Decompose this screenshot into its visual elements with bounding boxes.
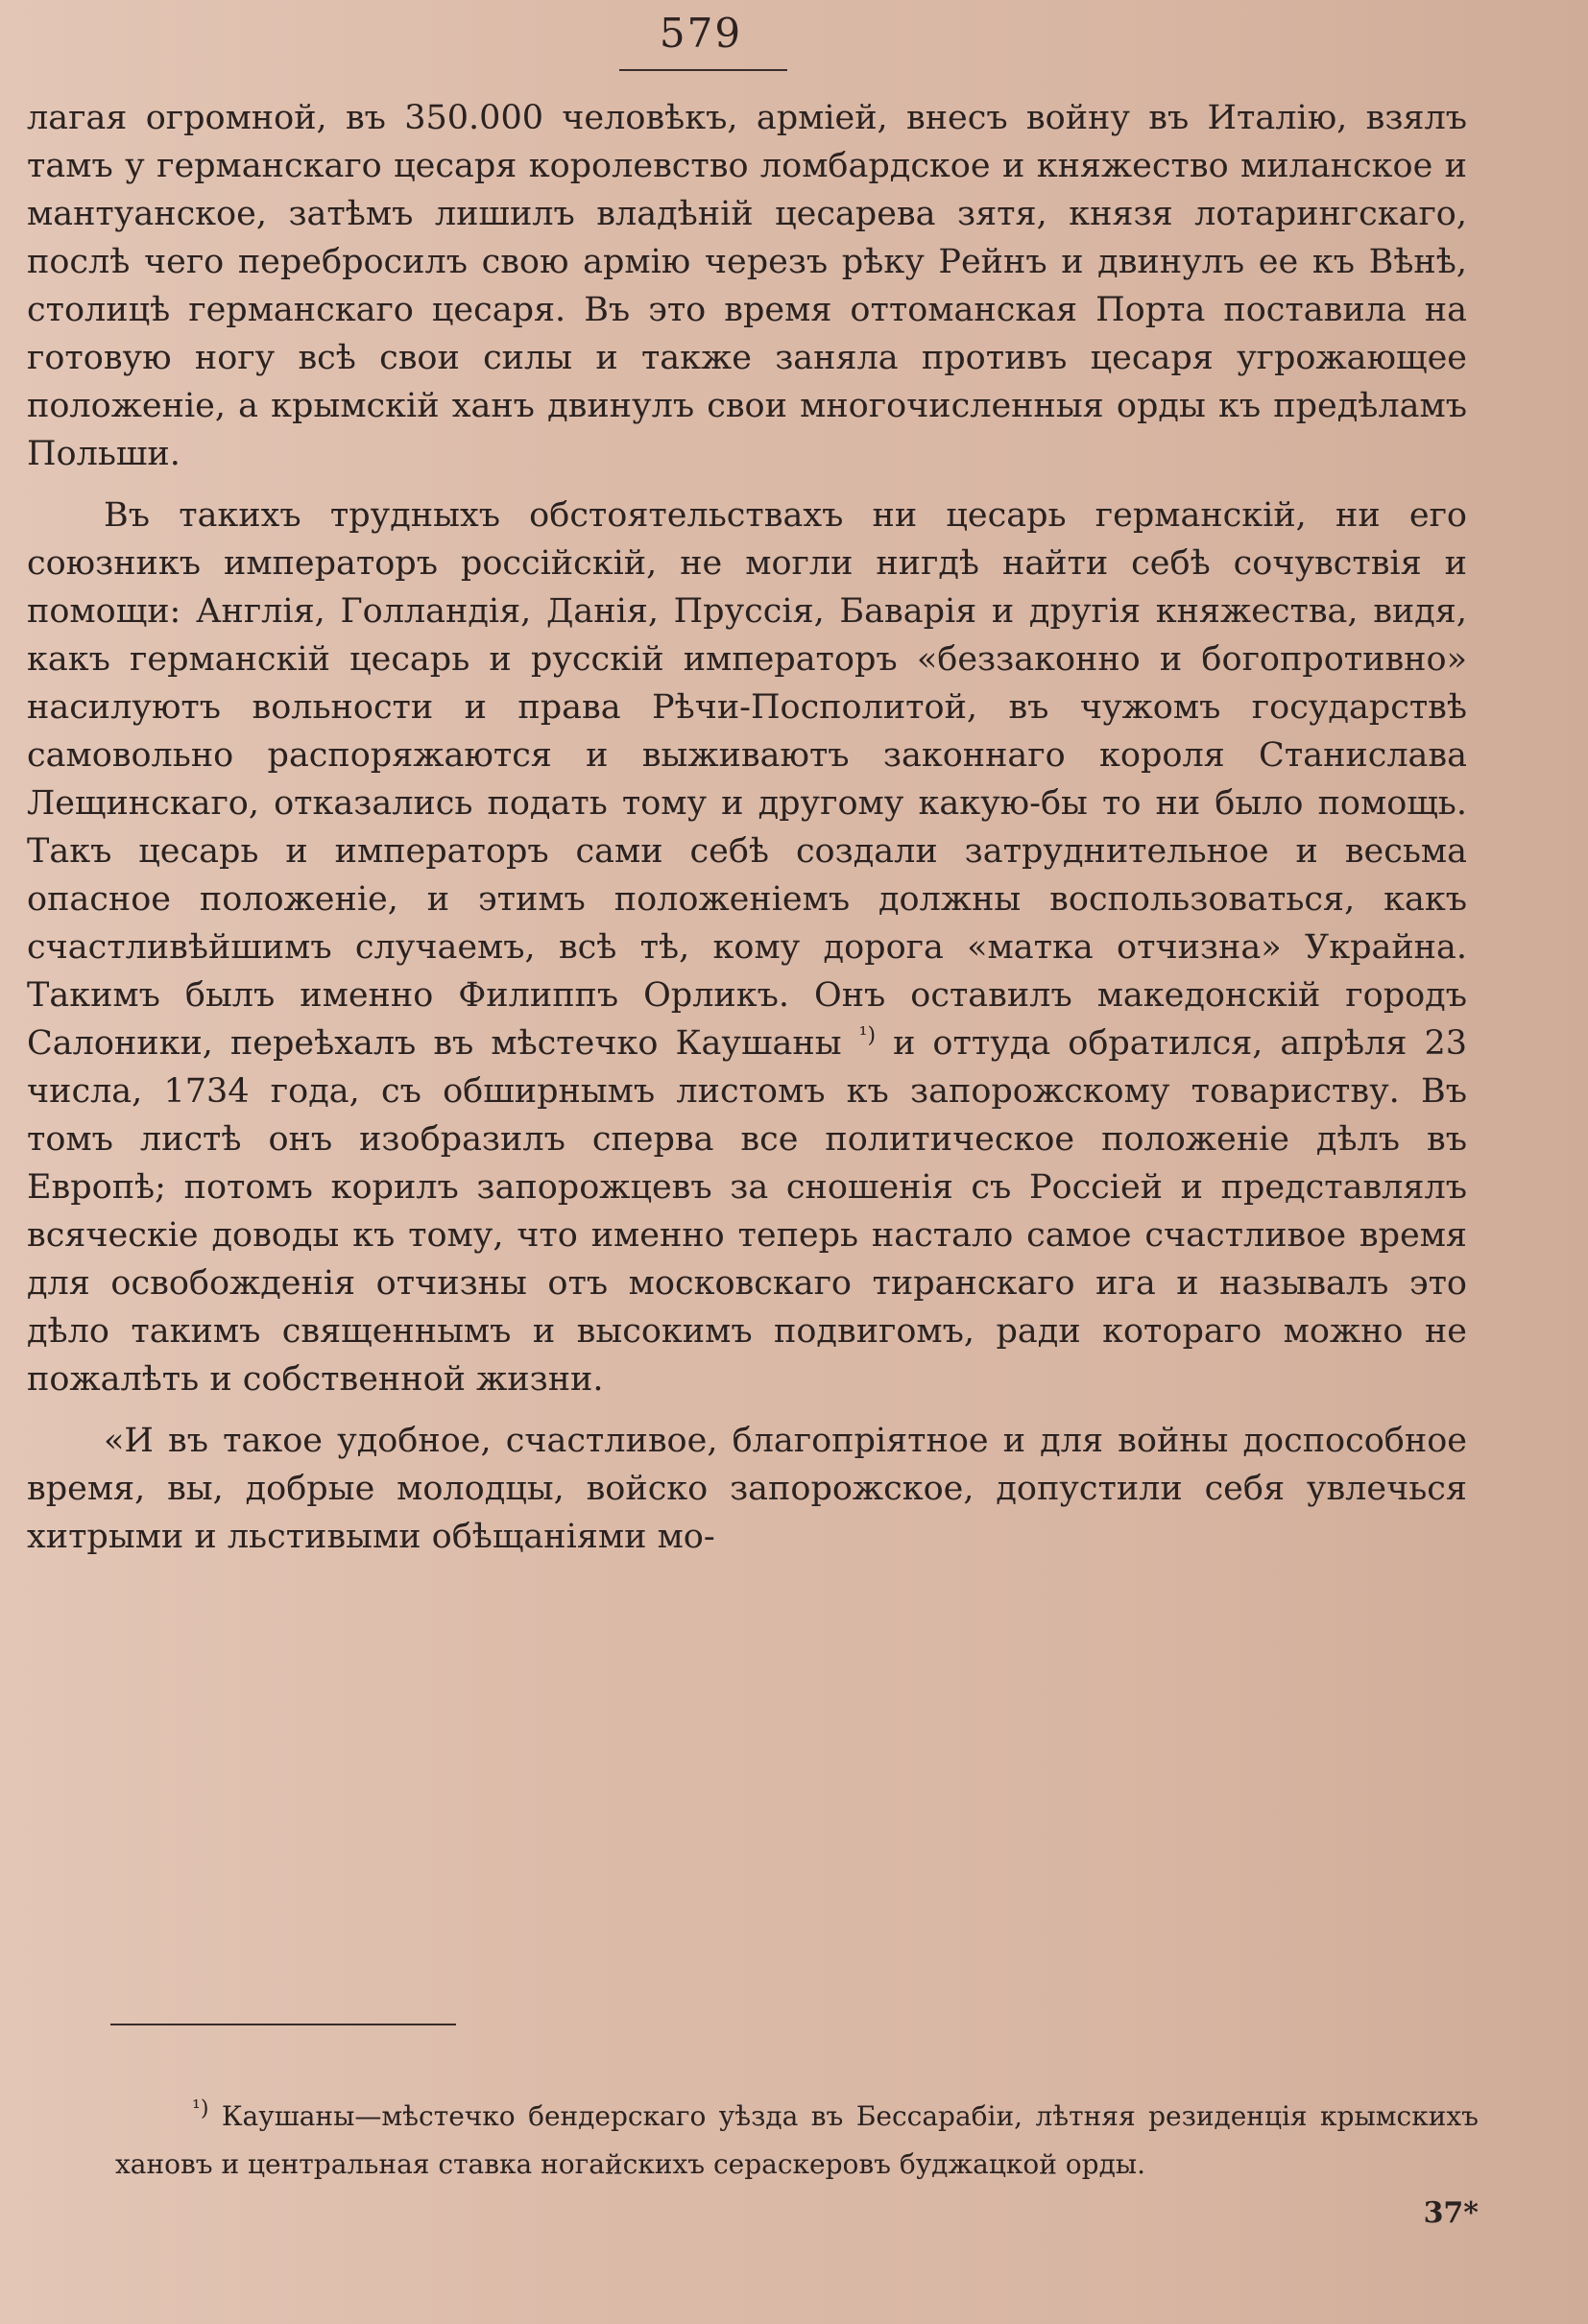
paragraph-2-continuation: и оттуда обратился, апрѣля 23 числа, 1734 года, съ обширнымъ листомъ къ запорожскому товариству. Въ томъ листѣ онъ изобразилъ сперва все политическое положеніе дѣлъ въ Европѣ; потомъ корилъ запорожцевъ за сношенія съ Россіей и представлялъ всяческіе доводы къ тому, что именно теперь настало самое счастливое время для освобожденія отчизны отъ московскаго тиранскаго ига и называлъ это дѣло такимъ священнымъ и высокимъ подвигомъ, ради котораго можно не пожалѣть и собственной жизни. — [27, 1024, 1467, 1399]
footnote-1-text: Каушаны—мѣстечко бендерскаго уѣзда въ Бессарабіи, лѣтняя резиденція крымскихъ хановъ и центральная ставка ногайскихъ сераскеровъ буджацкой орды. — [115, 2100, 1479, 2180]
footnote-1 — [115, 2093, 1479, 2189]
footnotes — [115, 2093, 1479, 2189]
footnote-reference[interactable]: ¹) — [858, 1023, 877, 1048]
page-number-rule — [619, 69, 787, 71]
paragraph-2-text: Въ такихъ трудныхъ обстоятельствахъ ни цесарь германскій, ни его союзникъ императоръ россійскій, не могли нигдѣ найти себѣ сочувствія и помощи: Англія, Голландія, Данія, Пруссія, Баварія и другія княжества, видя, какъ германскій цесарь и русскій императоръ «беззаконно и богопротивно» насилуютъ вольности и права Рѣчи-Посполитой, въ чужомъ государствѣ самовольно распоряжаются и выживаютъ законнаго короля Станислава Лещинскаго, отказались подать тому и другому какую-бы то ни было помощь. Такъ цесарь и императоръ сами себѣ создали затруднительное и весьма опасное положеніе, и этимъ положеніемъ должны воспользоваться, какъ счастливѣйшимъ случаемъ, всѣ тѣ, кому дорога «матка отчизна» Украйна. Такимъ былъ именно Филиппъ Орликъ. Онъ оставилъ македонскій городъ Салоники, переѣхалъ въ мѣстечко Каушаны — [27, 496, 1467, 1063]
main-text — [27, 94, 1467, 1574]
paragraph-1: лагая огромной, въ 350.000 человѣкъ, арміей, внесъ войну въ Италію, взялъ тамъ у германскаго цесаря королевство ломбардское и княжество миланское и мантуанское, затѣмъ лишилъ владѣній цесарева зятя, князя лотарингскаго, послѣ чего перебросилъ свою армію черезъ рѣку Рейнъ и двинулъ ее къ Вѣнѣ, столицѣ германскаго цесаря. Въ это время оттоманская Порта поставила на готовую ногу всѣ свои силы и также заняла противъ цесаря угрожающее положеніе, а крымскій ханъ двинулъ свои многочисленныя орды къ предѣламъ Польши. — [27, 99, 1467, 473]
page-number: 579 — [659, 10, 743, 57]
paragraph-3: «И въ такое удобное, счастливое, благопріятное и для войны доспособное время, вы, добрые молодцы, войско запорожское, допустили себя увлечься хитрыми и льстивыми обѣщаніями мо- — [27, 1422, 1467, 1556]
paragraph-2 — [27, 491, 1467, 1403]
footnote-separator — [110, 2024, 456, 2025]
footnote-marker: ¹) — [192, 2096, 209, 2121]
signature-mark: 37* — [1423, 2196, 1479, 2230]
